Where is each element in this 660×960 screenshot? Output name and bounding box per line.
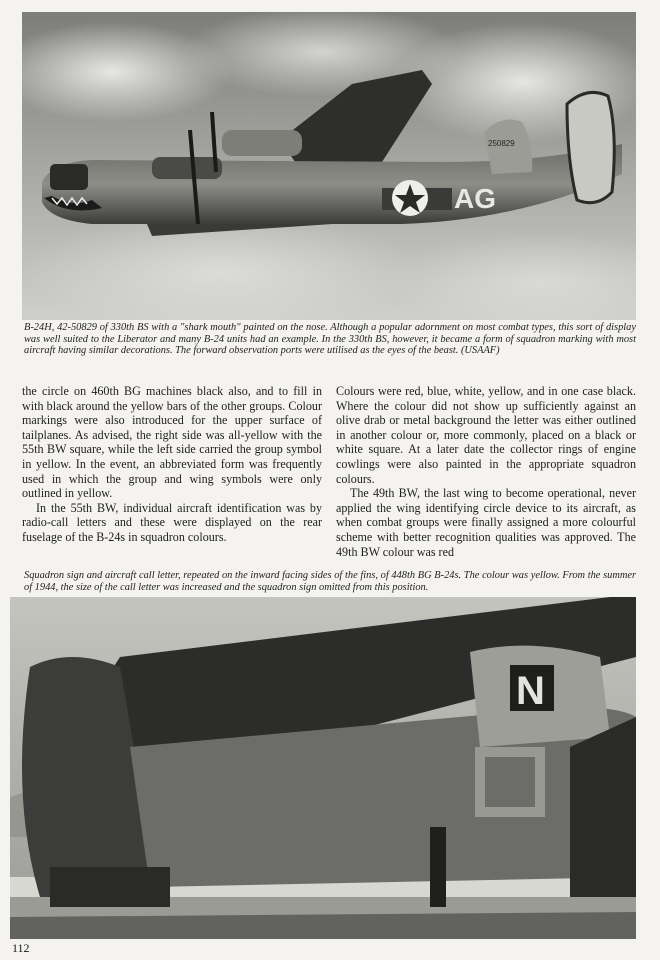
photo-b24-shark-mouth	[22, 12, 636, 320]
engine-nacelle	[152, 157, 222, 179]
nose-turret	[50, 164, 88, 190]
fuselage-code: AG	[454, 183, 496, 214]
call-letter: N	[516, 669, 545, 713]
tail-serial: 250829	[488, 139, 515, 148]
photo-caption-bottom: Squadron sign and aircraft call letter, repeated on the inward facing sides of the fins, of 448th BG B-24s. The colour was yellow. From the summer of 1944, the size of the call letter was increased and the squadron sign omitted from this position.	[24, 570, 636, 593]
photo-b24-tail-fins	[10, 597, 636, 939]
body-paragraph: Colours were red, blue, white, yellow, and in one case black. Where the colour did not show up sufficiently against an olive drab or metal background the letter was either outlined in another colour or, more commonly, placed on a black or white square. At a later date the collector rings of engine cowlings were also painted in the appropriate squadron colours.	[336, 384, 636, 486]
body-paragraph: The 49th BW, the last wing to become operational, never applied the wing identifying circle device to its aircraft, as when combat groups were finally assigned a more colourful scheme with better recognition qualities was approved. The 49th BW colour was red	[336, 486, 636, 559]
body-paragraph: the circle on 460th BG machines black also, and to fill in with black around the yellow bars of the other groups. Colour markings were also introduced for the upper surface of tailplanes. As advised, the right side was all-yellow with the 55th BW square, while the left side carried the group symbol in yellow. In the event, an abbreviated form was frequently used in which the group and wing symbols were only outlined in yellow.	[22, 384, 322, 501]
tail-fin	[567, 92, 614, 202]
body-column-left	[22, 384, 322, 545]
b24-tail-illustration	[10, 597, 636, 939]
engine-nacelle	[222, 130, 302, 156]
body-paragraph: In the 55th BW, individual aircraft identification was by radio-call letters and these were displayed on the rear fuselage of the B-24s in squadron colours.	[22, 500, 322, 544]
b24-inflight-illustration	[22, 12, 636, 320]
photo-caption-top: B-24H, 42-50829 of 330th BS with a "shark mouth" painted on the nose. Although a popular adornment on most combat types, this sort of display was well suited to the Liberator and many B-24 units had an example. In the 330th BS, however, it became a form of squadron marking with most aircraft having similar decorations. The forward observation ports were utilised as the eyes of the beast. (USAAF)	[24, 322, 636, 357]
page-number: 112	[12, 941, 30, 955]
body-column-right	[336, 384, 636, 559]
